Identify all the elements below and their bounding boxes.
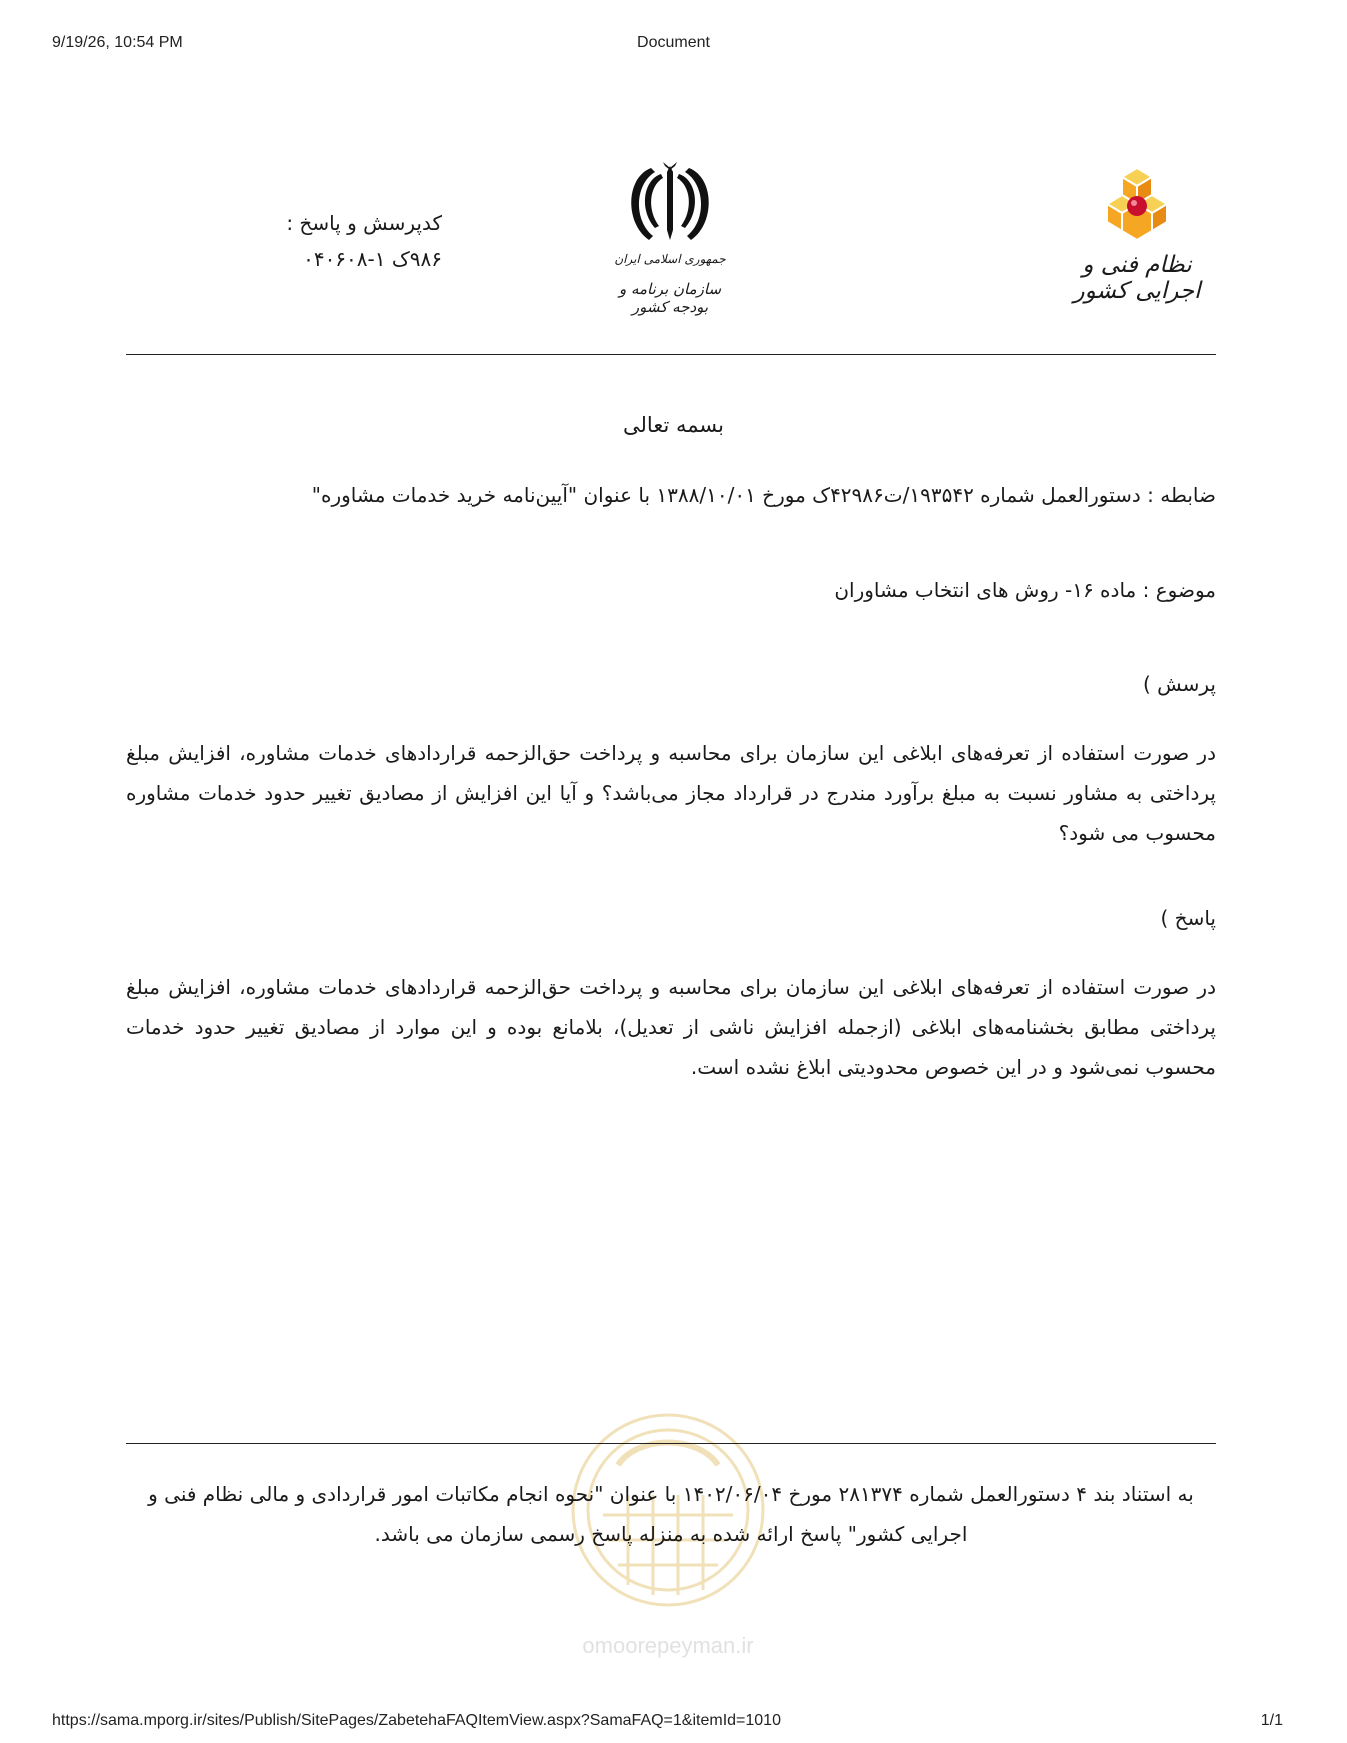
print-title: Document [637,34,710,51]
faq-code-label: کدپرسش و پاسخ : [286,211,442,235]
print-datetime: 9/19/26, 10:54 PM [52,34,183,51]
emblem-line-republic: جمهوری اسلامی ایران [614,252,726,266]
iran-emblem [605,160,735,320]
official-answer-note: به استناد بند ۴ دستورالعمل شماره ۲۸۱۳۷۴ مورخ ۱۴۰۲/۰۶/۰۴ با عنوان "نحوه انجام مکاتبات امور قراردادی و مالی نظام فنی و اجرایی کشور" پاسخ ارائه شده به منزله پاسخ رسمی سازمان می باشد. [148,1482,1194,1546]
answer-text: در صورت استفاده از تعرفه‌های ابلاغی این سازمان برای محاسبه و پرداخت حق‌الزحمه قراردادهای خدمات مشاوره، افزایش مبلغ پرداختی مطابق بخشنامه‌های ابلاغی (ازجمله افزایش ناشی از تعدیل)، بلامانع بوده و این موارد از مصادیق تغییر حدود خدمات محسوب نمی‌شود و در این خصوص محدودیتی ابلاغ نشده است. [126,975,1216,1079]
print-url: https://sama.mporg.ir/sites/Publish/SitePages/ZabetehaFAQItemView.aspx?SamaFAQ=1&itemId=1010 [52,1712,781,1729]
question-heading: پرسش ) [1142,672,1216,696]
technical-system-logo [1062,160,1212,304]
faq-code-value: ۹۸۶ک ۱-۰۴۰۶۰۸ [303,247,442,271]
logo-caption: نظام فنی و اجرایی کشور [1073,252,1201,304]
emblem-icon [605,160,735,255]
cube-pyramid-logo-icon [1062,160,1212,250]
print-page-number: 1/1 [1260,1712,1283,1729]
watermark-url: omoorepeyman.ir [582,1633,754,1658]
basmala: بسمه تعالی [623,413,724,437]
header-divider [126,354,1216,355]
question-text: در صورت استفاده از تعرفه‌های ابلاغی این سازمان برای محاسبه و پرداخت حق‌الزحمه قراردادهای خدمات مشاوره، افزایش مبلغ پرداختی به مشاور نسبت به مبلغ برآورد مندرج در قرارداد مجاز می‌باشد؟ و آیا این افزایش از مصادیق تغییر حدود خدمات مشاوره محسوب می شود؟ [126,741,1216,845]
answer-heading: پاسخ ) [1160,906,1216,930]
footer-divider [126,1443,1216,1444]
faq-code [262,205,442,277]
subject-line: موضوع : ماده ۱۶- روش های انتخاب مشاوران [834,578,1216,602]
emblem-line-organization: سازمان برنامه و بودجه کشور [618,280,722,316]
regulation-line: ضابطه : دستورالعمل شماره ۱۹۳۵۴۲/ت۴۲۹۸۶ک مورخ ۱۳۸۸/۱۰/۰۱ با عنوان "آیین‌نامه خرید خدمات مشاوره" [311,483,1216,507]
